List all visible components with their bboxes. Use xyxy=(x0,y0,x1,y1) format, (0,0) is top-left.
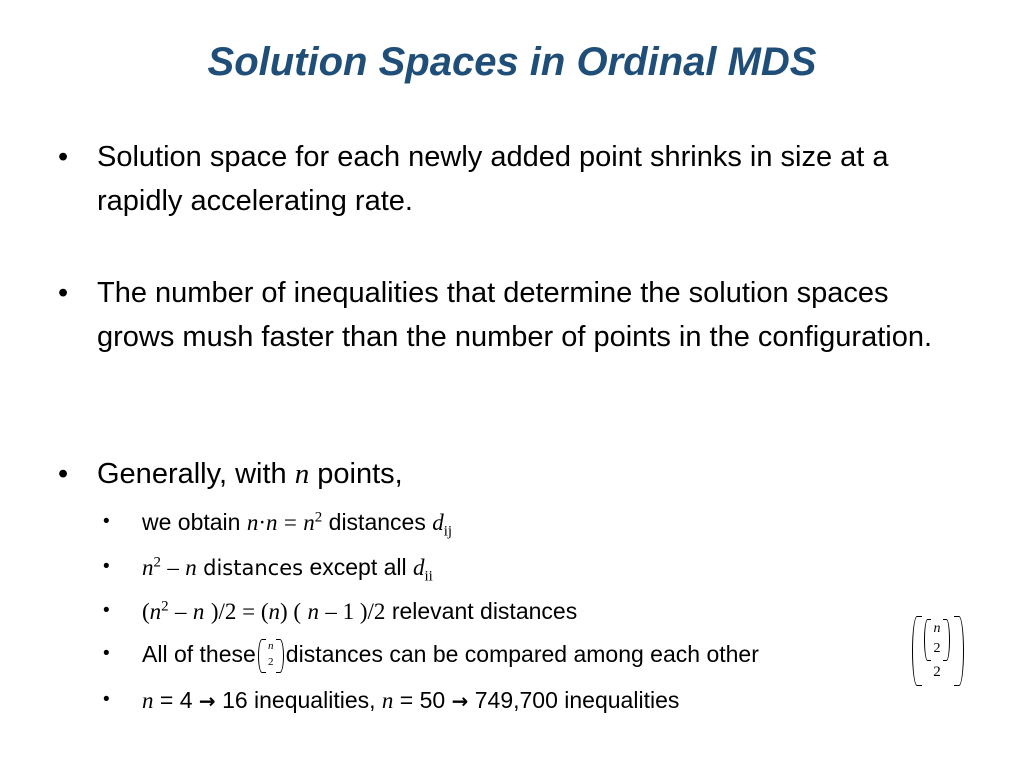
var-n: n xyxy=(246,510,259,535)
bullet-marker: • xyxy=(58,458,69,490)
bullet-text-pre: Generally, with xyxy=(97,458,287,490)
sub-bullet-examples xyxy=(103,684,923,717)
var-n: n xyxy=(294,458,310,490)
sub-text-mid: distances xyxy=(203,556,304,580)
bullet-text: Solution space for each newly added point shrinks in size at a rapidly accelerating rate. xyxy=(97,141,889,217)
var-n: n xyxy=(192,599,205,624)
outer-paren-right xyxy=(954,616,964,686)
sub-bullet-relevant xyxy=(103,595,923,628)
dot-operator: · xyxy=(258,510,267,535)
sub-text-pre: we obtain xyxy=(142,509,241,535)
sub-bullet-except xyxy=(103,551,923,584)
binomial-n-choose-2 xyxy=(258,639,284,673)
paren-open: ( xyxy=(142,599,150,624)
sub-text-mid: distances xyxy=(328,509,426,535)
bullet-marker: • xyxy=(58,141,69,173)
bullet-marker: • xyxy=(58,277,69,309)
bullet-inequalities xyxy=(58,271,938,359)
sub-bullet-marker: • xyxy=(103,556,110,577)
outer-binomial-bottom: 2 xyxy=(933,664,941,680)
equals-sign: = xyxy=(283,510,297,535)
var-d: d xyxy=(413,555,425,580)
slide-title: Solution Spaces in Ordinal MDS xyxy=(207,40,817,84)
bullet-text: The number of inequalities that determine the solution spaces grows mush faster than the number of points in the configuration. xyxy=(97,277,933,353)
sub-text-post: relevant distances xyxy=(391,598,578,624)
sub-bullet-compared xyxy=(103,638,923,673)
paren-right xyxy=(276,639,284,673)
var-n: n xyxy=(307,599,319,624)
bullet-text-post: points, xyxy=(317,458,403,490)
sub-bullet-marker: • xyxy=(103,643,110,664)
nested-binomial xyxy=(912,616,964,688)
expr-eq50: = 50 xyxy=(399,687,446,713)
binomial-top: n xyxy=(268,639,274,652)
subscript: ii xyxy=(424,568,433,585)
inner-binomial-top: n xyxy=(933,621,941,636)
sub-bullet-obtain xyxy=(103,506,923,539)
subscript: ij xyxy=(443,523,453,540)
result-16: 16 inequalities, xyxy=(222,687,376,713)
expr-eq4: = 4 xyxy=(159,687,193,713)
outer-paren-left xyxy=(912,616,922,686)
var-n: n xyxy=(381,688,394,713)
sub-text-pre: All of these xyxy=(142,641,256,667)
sub-text-post: distances can be compared among each other xyxy=(285,641,759,667)
binomial-bottom: 2 xyxy=(268,655,274,668)
var-n: n xyxy=(266,510,278,535)
minus-sign: – xyxy=(175,599,187,624)
var-n: n xyxy=(149,599,162,624)
result-749700: 749,700 inequalities xyxy=(474,687,680,713)
var-n: n xyxy=(142,555,154,580)
exponent: 2 xyxy=(161,598,169,615)
var-d: d xyxy=(432,510,444,535)
inner-binomial xyxy=(924,619,950,661)
inner-binomial-bottom: 2 xyxy=(933,641,941,656)
minus-sign: – xyxy=(167,555,179,580)
sub-bullet-marker: • xyxy=(103,511,110,532)
exponent: 2 xyxy=(153,554,161,571)
bullet-solution-space xyxy=(58,135,938,223)
var-n: n xyxy=(185,555,197,580)
sub-text-mid2: except all xyxy=(309,554,407,580)
expr-part: ) ( xyxy=(280,599,302,624)
sub-bullet-marker: • xyxy=(103,689,110,710)
sub-bullet-marker: • xyxy=(103,600,110,621)
arrow-right-icon: → xyxy=(451,689,469,713)
var-n: n xyxy=(142,688,154,713)
inner-paren-right xyxy=(943,619,950,661)
expr-part: – 1 )/2 xyxy=(325,599,386,624)
bullet-text xyxy=(97,452,938,496)
bullet-generally xyxy=(58,452,938,496)
var-n: n xyxy=(303,510,315,535)
expr-part: )/2 = ( xyxy=(210,599,269,624)
arrow-right-icon: → xyxy=(198,689,216,713)
exponent: 2 xyxy=(314,509,323,526)
var-n: n xyxy=(268,599,280,624)
